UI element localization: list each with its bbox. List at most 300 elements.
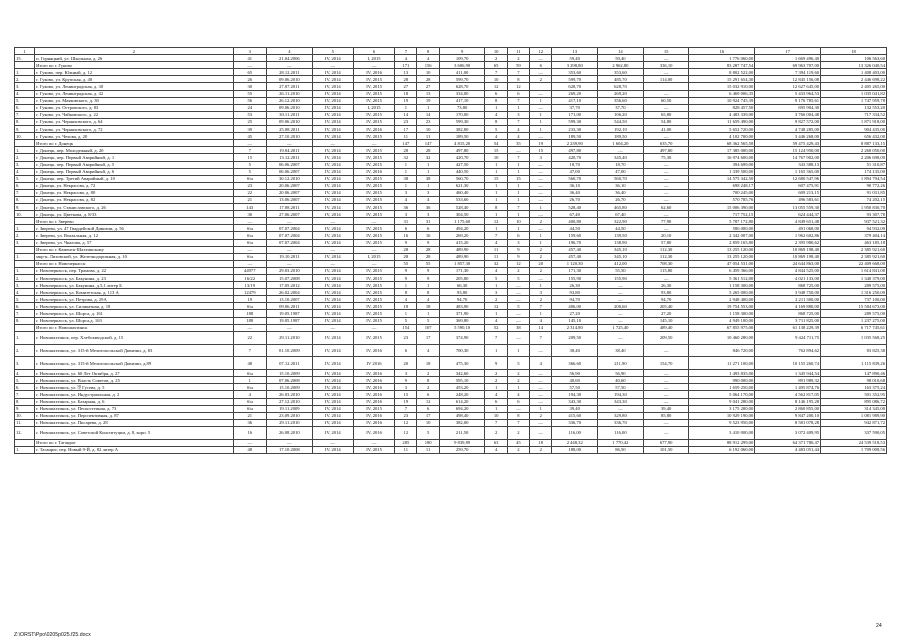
table-cell: 656 432,00 <box>821 133 887 140</box>
table-cell: 248,20 <box>439 391 485 398</box>
subtotal-row <box>15 140 887 147</box>
table-cell: IV, 2015 <box>353 133 394 140</box>
table-cell: 155,90 <box>598 275 644 282</box>
table-cell: 38 <box>507 324 529 331</box>
table-cell: 143 <box>233 204 266 211</box>
table-cell: 694,20 <box>439 405 485 412</box>
address-cell: г. Гуково, ул. Крупская, д. 40 <box>35 76 233 83</box>
table-cell: 485,70 <box>598 76 644 83</box>
table-cell: 68 362 565,58 <box>689 140 755 147</box>
table-cell: 12. <box>15 426 35 439</box>
table-cell: 7. <box>15 310 35 317</box>
address-cell: г. Гуково, ул. Маяковского, д. 30 <box>35 97 233 104</box>
table-cell: 44,50 <box>552 225 598 232</box>
table-cell: 2 <box>530 76 552 83</box>
table-cell: 09.06.2010 <box>266 118 312 125</box>
table-cell: — <box>312 62 353 69</box>
table-cell: — <box>266 62 312 69</box>
table-row <box>15 412 887 419</box>
table-cell: 19 754 553,00 <box>689 303 755 310</box>
table-cell: 147 <box>395 140 417 147</box>
table-row <box>15 55 887 62</box>
table-cell: 5 <box>233 161 266 168</box>
table-row <box>15 126 887 133</box>
table-cell: — <box>643 275 689 282</box>
table-cell: 20,10 <box>643 232 689 239</box>
table-cell: 1. <box>15 446 35 453</box>
table-cell: 8 <box>485 97 507 104</box>
address-cell: г. Новочеркасск, ул. Силикатная, д. 18 <box>35 303 233 310</box>
table-cell: 868 725,00 <box>755 310 821 317</box>
table-cell: 2 <box>530 296 552 303</box>
table-cell: — <box>643 391 689 398</box>
table-cell: 23 <box>417 118 439 125</box>
table-cell: 1 <box>395 182 417 189</box>
subtotal-row <box>15 439 887 446</box>
table-cell: б/н <box>233 232 266 239</box>
table-cell: 93,80 <box>643 289 689 296</box>
table-cell: 170,00 <box>439 111 485 118</box>
table-cell: 23 <box>233 182 266 189</box>
table-cell: 11 <box>417 133 439 140</box>
table-cell: 2 385 921,60 <box>821 253 887 260</box>
table-cell: 4 <box>485 391 507 398</box>
table-cell: 1 776 060,00 <box>689 55 755 62</box>
table-cell: 28 <box>395 147 417 154</box>
table-cell: 417,10 <box>552 97 598 104</box>
address-cell: г. Гуково, ул. Черняховского, д. 72 <box>35 126 233 133</box>
table-cell: 8 <box>507 76 529 83</box>
table-cell: 67,40 <box>552 211 598 218</box>
table-cell: 1 <box>485 211 507 218</box>
table-cell: 353,60 <box>598 69 644 76</box>
table-cell: 106,20 <box>598 111 644 118</box>
table-cell: 417,10 <box>439 97 485 104</box>
page-number: 24 <box>876 623 882 629</box>
table-cell: 9 839,89 <box>439 439 485 446</box>
address-cell: г. Гуково, ул. Чайковского, д. 22 <box>35 111 233 118</box>
table-cell: IV, 2015 <box>353 331 394 344</box>
table-cell: 343,30 <box>598 398 644 405</box>
table-cell: 5 <box>507 275 529 282</box>
table-cell: 501 352,95 <box>821 391 887 398</box>
table-cell: IV, 2016 <box>353 344 394 357</box>
table-cell: 314 345,00 <box>821 405 887 412</box>
table-cell: 1 <box>233 377 266 384</box>
table-cell: 1 035 568,25 <box>821 331 887 344</box>
table-cell: — <box>643 426 689 439</box>
table-cell: IV, 2016 <box>353 69 394 76</box>
table-cell: 2 448,32 <box>552 439 598 446</box>
table-cell: 415,20 <box>439 239 485 246</box>
document-sheet <box>14 47 887 454</box>
table-cell: — <box>530 182 552 189</box>
table-cell: 528,40 <box>552 204 598 211</box>
table-row <box>15 76 887 83</box>
table-cell: 09.06.2010 <box>266 76 312 83</box>
table-cell: IV, 2015 <box>353 118 394 125</box>
table-cell: 19 <box>530 140 552 147</box>
table-cell: 322,90 <box>598 218 644 225</box>
table-cell: б/н <box>233 239 266 246</box>
table-cell: 17 <box>417 331 439 344</box>
table-cell: 5 <box>485 126 507 133</box>
table-cell: 6 <box>395 344 417 357</box>
table-cell: 586 000,00 <box>689 225 755 232</box>
table-cell: IV, 2015 <box>353 232 394 239</box>
table-cell: 25 <box>233 118 266 125</box>
table-cell: IV, 2015 <box>353 225 394 232</box>
table-cell: IV, 2014 <box>312 289 353 296</box>
table-cell: 1 175,60 <box>439 218 485 225</box>
table-cell: 3 <box>395 370 417 377</box>
table-cell: 6 <box>395 225 417 232</box>
address-cell: г. Новошахтинск, ул. Писарева, д. 28 <box>35 419 233 426</box>
table-cell: IV, 2016 <box>353 377 394 384</box>
table-cell: 20.06.2007 <box>266 189 312 196</box>
table-cell: 28 <box>395 76 417 83</box>
table-row <box>15 253 887 260</box>
table-cell: — <box>353 324 394 331</box>
table-cell: 6 717 745,61 <box>821 324 887 331</box>
table-cell: 13 055 559,30 <box>755 204 821 211</box>
table-cell: IV, 2015 <box>353 97 394 104</box>
table-cell: 628,70 <box>598 83 644 90</box>
table-cell: 90 772,26 <box>821 182 887 189</box>
table-cell: 595,10 <box>439 377 485 384</box>
table-cell: 1 <box>417 182 439 189</box>
table-cell: 5 <box>233 168 266 175</box>
table-cell: IV, 2016 <box>353 426 394 439</box>
table-cell: — <box>598 282 644 289</box>
table-cell: 30 <box>233 83 266 90</box>
column-number-cell: 3 <box>233 48 266 55</box>
table-cell: 3 948 750,00 <box>755 289 821 296</box>
table-cell: 65 <box>233 69 266 76</box>
table-cell: — <box>530 426 552 439</box>
address-cell: г. Новошахтинск, ул. Перспективная, д. 87 <box>35 412 233 419</box>
table-row <box>15 344 887 357</box>
table-cell: 1 <box>417 161 439 168</box>
address-cell: г. Новошахтинск, ул. Базарная, д. 6 <box>35 398 233 405</box>
table-cell: 371,90 <box>439 310 485 317</box>
table-row <box>15 419 887 426</box>
table-cell: 192,10 <box>598 126 644 133</box>
table-cell: 4. <box>15 370 35 377</box>
table-cell: 1 <box>530 111 552 118</box>
table-cell: — <box>530 275 552 282</box>
table-row <box>15 111 887 118</box>
table-cell: IV, 2014 <box>312 189 353 196</box>
table-cell: 289 575,00 <box>821 282 887 289</box>
table-cell: 23 <box>395 331 417 344</box>
table-cell: 23.09.2010 <box>266 412 312 419</box>
table-cell: 717 752,15 <box>689 211 755 218</box>
table-cell: 483,90 <box>439 303 485 310</box>
table-cell: 12 <box>395 426 417 439</box>
table-cell: 2. <box>15 76 35 83</box>
table-cell: IV, 2014 <box>312 282 353 289</box>
table-cell: 2 <box>485 296 507 303</box>
table-cell: 48 <box>233 446 266 453</box>
table-cell: — <box>312 439 353 446</box>
address-cell: г. Новочеркасск, ул. Комитетская, д. 113 А <box>35 289 233 296</box>
address-cell: г. Новочеркасск, ул. Шорса, д. 161 <box>35 310 233 317</box>
table-cell: 66,30 <box>439 282 485 289</box>
table-cell: 28 <box>417 147 439 154</box>
table-cell: 36 <box>395 204 417 211</box>
address-cell: Итого по г. Каменск-Шахтинскому <box>35 246 233 253</box>
table-cell: 15 291 654,30 <box>689 76 755 83</box>
table-cell: 415,60 <box>552 412 598 419</box>
table-cell: 27.06.2007 <box>266 211 312 218</box>
table-cell: IV, 2016 <box>353 168 394 175</box>
table-cell: IV, 2015 <box>353 303 394 310</box>
table-cell: 2 <box>530 412 552 419</box>
table-cell: — <box>233 62 266 69</box>
table-cell: IV, 2014 <box>312 211 353 218</box>
table-cell: 59 475 429,43 <box>755 140 821 147</box>
table-cell: 12479 <box>233 289 266 296</box>
table-cell: IV, 2014 <box>312 239 353 246</box>
table-cell: 200,60 <box>598 303 644 310</box>
table-cell: 2 <box>530 253 552 260</box>
table-cell: IV, 2015 <box>353 446 394 453</box>
column-number-cell: 13 <box>552 48 598 55</box>
table-cell: 2 <box>485 426 507 439</box>
table-cell: 115,80 <box>643 267 689 274</box>
table-cell: 4. <box>15 168 35 175</box>
table-cell: — <box>530 344 552 357</box>
table-cell: 345,10 <box>598 246 644 253</box>
table-cell: 10 <box>507 218 529 225</box>
table-row <box>15 296 887 303</box>
table-cell: 4 <box>417 344 439 357</box>
table-cell: 37,70 <box>598 104 644 111</box>
address-cell: г. Новочеркасск, ул. Шорса,д. 163 <box>35 317 233 324</box>
table-cell: — <box>643 225 689 232</box>
table-cell: 6 <box>507 90 529 97</box>
table-cell: 3. <box>15 161 35 168</box>
address-cell: г. Новошахтинск, ул. Советской Конституции, д. 8, корп. 5 <box>35 426 233 439</box>
table-cell: 1 493 835,00 <box>689 370 755 377</box>
table-cell: 2 385 921,60 <box>821 246 887 253</box>
table-cell: 4 <box>485 267 507 274</box>
table-cell: 26,70 <box>552 196 598 203</box>
table-cell: 614,20 <box>439 398 485 405</box>
table-cell: 28 <box>417 246 439 253</box>
table-cell <box>15 140 35 147</box>
table-cell: 8 <box>485 204 507 211</box>
table-cell: б/н <box>233 225 266 232</box>
table-cell: 7 <box>485 419 507 426</box>
table-cell: IV, 2014 <box>312 168 353 175</box>
table-cell: 2 859 165,80 <box>689 239 755 246</box>
table-cell: 6 459 366,00 <box>689 267 755 274</box>
table-cell: — <box>598 317 644 324</box>
table-cell: 26.02.2004 <box>266 289 312 296</box>
table-cell: — <box>598 147 644 154</box>
table-row <box>15 90 887 97</box>
table-cell: 497,80 <box>552 147 598 154</box>
address-cell: г. Зверево, ул. Чкалова, д. 57 <box>35 239 233 246</box>
table-cell: 2 342 007,00 <box>689 232 755 239</box>
table-row <box>15 370 887 377</box>
table-cell: 5. <box>15 377 35 384</box>
table-row <box>15 289 887 296</box>
address-cell: г. Гуково, ул. Черняховского, д. 64 <box>35 118 233 125</box>
address-cell: Итого по г. Гуково <box>35 62 233 69</box>
table-cell: 28 <box>395 253 417 260</box>
table-cell: 40,60 <box>598 377 644 384</box>
table-cell: 156 <box>417 62 439 69</box>
address-cell: г. Донецк, ул. Некрасова, д. 80 <box>35 189 233 196</box>
table-cell: 77,90 <box>643 218 689 225</box>
table-cell: 3 410 000,00 <box>689 426 755 439</box>
table-cell: — <box>643 69 689 76</box>
table-cell: — <box>233 260 266 267</box>
table-cell: 1 <box>417 310 439 317</box>
table-cell: 53 <box>233 111 266 118</box>
table-cell: 1 <box>485 196 507 203</box>
table-cell: 31 <box>395 218 417 225</box>
table-cell: 01.10.2009 <box>266 344 312 357</box>
table-cell: 9 041 280,00 <box>689 398 755 405</box>
table-cell: 2 <box>507 55 529 62</box>
table-cell: 8 887 133,15 <box>821 140 887 147</box>
table-cell: 7. <box>15 189 35 196</box>
table-cell: — <box>233 246 266 253</box>
table-cell: 07.07.2004 <box>266 232 312 239</box>
table-cell: — <box>530 398 552 405</box>
table-cell: 6. <box>15 182 35 189</box>
address-cell: г. Донецк, пер. Первый Аварийный, д. 5 <box>35 161 233 168</box>
table-cell: 19.05.1987 <box>266 317 312 324</box>
table-cell: IV, 2016 <box>353 391 394 398</box>
address-cell: г. Новошахтинск, ул. 315-й Мелитопольской Дивизии, д. 83 <box>35 344 233 357</box>
table-cell: 1. <box>15 253 35 260</box>
table-cell: 497,80 <box>439 147 485 154</box>
table-cell: 2. <box>15 154 35 161</box>
table-cell: — <box>643 196 689 203</box>
table-cell: 2 <box>530 267 552 274</box>
column-number-cell: 17 <box>755 48 821 55</box>
table-cell: — <box>643 161 689 168</box>
table-row <box>15 232 887 239</box>
table-cell: 98 010,68 <box>821 377 887 384</box>
table-cell: IV, 2014 <box>312 83 353 90</box>
column-number-cell: 14 <box>598 48 644 55</box>
table-cell: — <box>598 405 644 412</box>
table-cell: 868 725,00 <box>755 282 821 289</box>
table-cell: — <box>353 140 394 147</box>
column-number-cell: 12 <box>530 48 552 55</box>
table-cell: — <box>530 175 552 182</box>
table-cell: — <box>233 218 266 225</box>
table-row <box>15 282 887 289</box>
table-cell: 489,40 <box>643 324 689 331</box>
table-cell: 9 <box>395 267 417 274</box>
column-number-cell: 7 <box>395 48 417 55</box>
table-cell: 211,50 <box>439 426 485 439</box>
table-cell: 2 <box>485 377 507 384</box>
table-cell: 1 709 008,56 <box>821 446 887 453</box>
table-cell: 4 <box>233 391 266 398</box>
table-cell: 8 <box>485 118 507 125</box>
table-cell: 635,70 <box>643 140 689 147</box>
table-cell: 19.05.1987 <box>266 310 312 317</box>
table-cell: 6 <box>507 398 529 405</box>
table-cell: 4 <box>507 133 529 140</box>
table-cell: 19 <box>417 97 439 104</box>
table-cell: 1 <box>530 405 552 412</box>
table-cell: 4 <box>485 111 507 118</box>
table-cell: 12 <box>417 398 439 405</box>
table-cell: — <box>643 182 689 189</box>
table-cell: 12 627 645,00 <box>755 83 821 90</box>
table-cell: 18,70 <box>598 161 644 168</box>
table-cell: 15. <box>15 55 35 62</box>
table-cell: 624 444,37 <box>755 211 821 218</box>
table-cell: 55,50 <box>598 267 644 274</box>
table-cell: 1 316 250,00 <box>821 289 887 296</box>
table-cell: 269,20 <box>439 232 485 239</box>
table-cell: 343,30 <box>552 398 598 405</box>
table-cell: — <box>598 296 644 303</box>
table-cell: 28 <box>395 246 417 253</box>
table-cell: IV, 2015 <box>353 154 394 161</box>
table-cell: 94,70 <box>643 296 689 303</box>
table-row <box>15 357 887 370</box>
table-cell: 189,50 <box>552 133 598 140</box>
table-cell: 12 <box>507 260 529 267</box>
table-cell: 3. <box>15 282 35 289</box>
table-cell: IV, 2014 <box>312 398 353 405</box>
table-cell: 11 659 490,00 <box>689 118 755 125</box>
table-cell: 846 720,00 <box>689 344 755 357</box>
table-cell: 7 <box>485 69 507 76</box>
table-cell: 1 <box>485 225 507 232</box>
table-cell: 18 <box>395 303 417 310</box>
table-row <box>15 446 887 453</box>
table-cell: 345,40 <box>598 154 644 161</box>
table-cell: 560,70 <box>552 175 598 182</box>
table-cell: 101,50 <box>643 446 689 453</box>
table-cell: I, 2015 <box>353 55 394 62</box>
table-cell: 26,30 <box>643 282 689 289</box>
table-cell: 1 <box>395 310 417 317</box>
table-cell: 10. <box>15 133 35 140</box>
table-cell: 26.03.2010 <box>266 391 312 398</box>
table-cell: 345,10 <box>598 253 644 260</box>
table-cell: 366,60 <box>552 357 598 370</box>
table-cell: 14 575 342,50 <box>689 175 755 182</box>
address-cell: г. Новошахтинск, ул. Пескостепная, д. 73 <box>35 405 233 412</box>
table-cell: 2 <box>417 370 439 377</box>
column-number-cell: 1 <box>15 48 35 55</box>
table-cell: 22 <box>233 331 266 344</box>
table-cell: 147 <box>417 140 439 147</box>
table-cell: 174 135,00 <box>821 168 887 175</box>
table-cell: 3. <box>15 239 35 246</box>
table-cell: 5 <box>507 303 529 310</box>
table-row <box>15 196 887 203</box>
table-cell: 8. <box>15 317 35 324</box>
table-row <box>15 168 887 175</box>
table-cell: 1 <box>530 239 552 246</box>
table-cell: 26 <box>233 76 266 83</box>
table-cell: IV, 2015 <box>353 196 394 203</box>
